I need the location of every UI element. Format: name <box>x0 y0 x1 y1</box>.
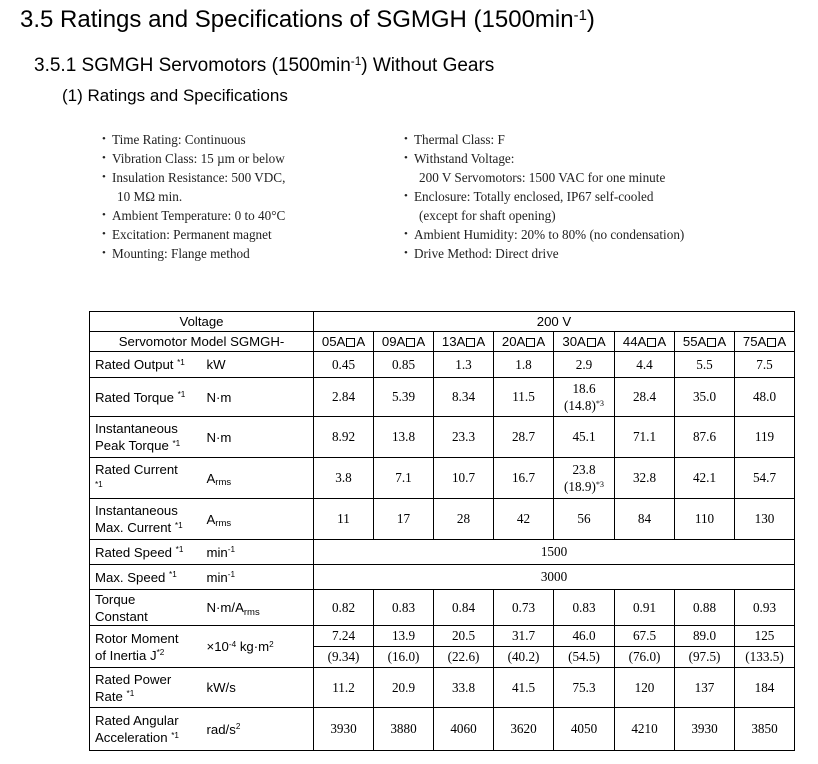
value-cell: 4.4 <box>615 352 675 378</box>
footnote-mark: *3 <box>595 398 605 408</box>
value-cell: 16.7 <box>494 458 554 499</box>
section-heading: 3.5 Ratings and Specifications of SGMGH $(1500\min^{-1})$ <box>20 6 595 33</box>
value-cell <box>554 458 615 499</box>
value-cell <box>554 378 615 417</box>
model-header <box>434 332 494 352</box>
value-cell: 0.84 <box>434 590 494 626</box>
footnote-mark: *1 <box>126 689 135 699</box>
value-cell <box>615 626 675 668</box>
model-header <box>374 332 434 352</box>
row-label <box>90 378 202 417</box>
value-cell: 3930 <box>314 708 374 751</box>
model-header <box>675 332 735 352</box>
box-icon <box>767 338 776 347</box>
value-cell: 0.88 <box>675 590 735 626</box>
value-standard: 7.24 <box>314 626 373 647</box>
voltage-row <box>90 312 795 332</box>
spec-item: • Enclosure: Totally enclosed, IP67 self-cooled <box>404 187 684 206</box>
value-cell <box>554 626 615 668</box>
row-label-line1: Torque <box>95 591 136 607</box>
value-cell: 28 <box>434 499 494 540</box>
row-label-line1: Rated Power <box>95 671 172 687</box>
value-with-brake: (16.0) <box>387 649 420 664</box>
box-icon <box>707 338 716 347</box>
row-label <box>90 499 202 540</box>
value-cell: 11.5 <box>494 378 554 417</box>
value-cell: 130 <box>735 499 795 540</box>
value-bottom: (18.9) <box>563 479 596 494</box>
value-cell: 1.3 <box>434 352 494 378</box>
value-cell: 5.5 <box>675 352 735 378</box>
row-label-text: Rated Torque <box>95 389 178 405</box>
unit-text: A <box>206 470 216 486</box>
unit-exponent: -4 <box>228 639 237 649</box>
value-bottom-line <box>554 478 614 495</box>
value-cell: 42.1 <box>675 458 735 499</box>
value-cell: 1.8 <box>494 352 554 378</box>
unit-subscript: rms <box>215 518 232 530</box>
footnote-mark: *2 <box>156 648 165 658</box>
value-cell <box>434 626 494 668</box>
value-cell: 2.9 <box>554 352 615 378</box>
footnote-mark: *1 <box>171 730 179 740</box>
footnote-mark: *1 <box>177 357 185 367</box>
unit-text: N·m <box>206 429 232 445</box>
row-label-line1: Rated Current <box>95 462 178 477</box>
value-standard: 31.7 <box>494 626 553 647</box>
value-standard: 46.0 <box>554 626 614 647</box>
row-label-line2 <box>95 437 202 454</box>
row-label-text: Rated Speed <box>95 544 176 560</box>
value-cell <box>374 626 434 668</box>
value-bottom-line <box>554 397 614 414</box>
row-label <box>90 540 202 565</box>
model-header <box>314 332 374 352</box>
box-icon <box>346 338 355 347</box>
value-cell: 45.1 <box>554 417 615 458</box>
row-unit <box>202 626 314 668</box>
value-cell: 20.9 <box>374 668 434 708</box>
spec-item: 200 V Servomotors: 1500 VAC for one minute <box>419 170 666 185</box>
model-prefix: 75A <box>742 334 767 349</box>
model-prefix: 13A <box>441 334 466 349</box>
unit-exponent: 2 <box>269 639 274 649</box>
unit-text: min <box>206 544 228 560</box>
row-label <box>90 417 202 458</box>
value-cell: 71.1 <box>615 417 675 458</box>
model-suffix: A <box>476 334 486 349</box>
value-cell: 4050 <box>554 708 615 751</box>
row-label-text: Max. Current <box>95 520 175 535</box>
model-suffix: A <box>717 334 727 349</box>
row-unit <box>202 668 314 708</box>
value-cell: 8.92 <box>314 417 374 458</box>
unit-text: min <box>206 569 228 585</box>
value-cell: 11 <box>314 499 374 540</box>
spec-item: • Ambient Humidity: 20% to 80% (no condensation) <box>404 225 684 244</box>
value-cell <box>494 626 554 668</box>
spec-item: • Drive Method: Direct drive <box>404 244 684 263</box>
row-unit <box>202 378 314 417</box>
value-with-brake: (76.0) <box>628 649 661 664</box>
value-cell: 35.0 <box>675 378 735 417</box>
model-suffix: A <box>356 334 366 349</box>
value-cell: 184 <box>735 668 795 708</box>
unit-subscript: rms <box>215 477 232 489</box>
row-label-line1: Rated Angular <box>95 713 179 728</box>
value-cell <box>314 626 374 668</box>
voltage-value: 200 V <box>314 312 795 332</box>
row-label-text: of Inertia J <box>95 647 157 663</box>
row-label-line2 <box>95 608 202 625</box>
subsection-heading: 3.5.1 SGMGH Servomotors $(1500\min^{-1})$ Without Gears <box>34 55 495 76</box>
spec-item: (except for shaft opening) <box>419 208 556 223</box>
row-label-text: Max. Speed <box>95 569 170 585</box>
table-row <box>90 352 795 378</box>
row-unit <box>202 540 314 565</box>
value-standard: 13.9 <box>374 626 433 647</box>
model-suffix: A <box>596 334 606 349</box>
value-cell: 17 <box>374 499 434 540</box>
value-cell: 54.7 <box>735 458 795 499</box>
row-label <box>90 708 202 751</box>
value-cell: 4210 <box>615 708 675 751</box>
spec-item: • Withstand Voltage: <box>404 149 684 168</box>
model-header <box>735 332 795 352</box>
voltage-label: Voltage <box>90 312 314 332</box>
value-cell: 0.82 <box>314 590 374 626</box>
value-cell: 28.7 <box>494 417 554 458</box>
spec-item: • Vibration Class: 15 µm or below <box>102 149 285 168</box>
unit-text: ×10 <box>206 639 229 654</box>
spec-item: • Insulation Resistance: 500 VDC, <box>102 168 285 187</box>
value-standard: 67.5 <box>615 626 674 647</box>
footnote-mark: *1 <box>172 438 181 448</box>
unit-text: kg·m <box>236 639 270 654</box>
value-cell: 41.5 <box>494 668 554 708</box>
value-cell: 0.73 <box>494 590 554 626</box>
value-cell: 119 <box>735 417 795 458</box>
model-prefix: 44A <box>622 334 647 349</box>
unit-exponent: -1 <box>227 545 236 555</box>
table-row <box>90 499 795 540</box>
row-label-line2 <box>95 647 202 664</box>
row-label-text: Rated Output <box>95 357 178 372</box>
footnote-mark: *1 <box>177 390 186 400</box>
value-cell: 5.39 <box>374 378 434 417</box>
box-icon <box>647 338 656 347</box>
value-with-brake: (40.2) <box>507 649 540 664</box>
row-unit <box>202 565 314 590</box>
table-row <box>90 540 795 565</box>
row-label-text: Peak Torque <box>95 438 173 453</box>
value-cell: 10.7 <box>434 458 494 499</box>
row-label-text: Acceleration <box>95 730 172 745</box>
value-cell: 0.91 <box>615 590 675 626</box>
value-cell: 28.4 <box>615 378 675 417</box>
model-header <box>554 332 615 352</box>
value-standard: 20.5 <box>434 626 493 647</box>
row-label <box>90 352 202 378</box>
value-cell: 0.93 <box>735 590 795 626</box>
row-label-line2 <box>95 478 202 495</box>
value-cell: 3000 <box>314 565 795 590</box>
value-cell: 23.3 <box>434 417 494 458</box>
box-icon <box>587 338 596 347</box>
value-cell: 3.8 <box>314 458 374 499</box>
footnote-mark: *1 <box>169 570 177 580</box>
footnote-mark: *1 <box>95 479 103 489</box>
unit-exponent: 2 <box>235 722 241 732</box>
row-label <box>90 668 202 708</box>
row-label-line1: Instantaneous <box>95 421 178 436</box>
spec-item: • Mounting: Flange method <box>102 244 285 263</box>
spec-item: • Ambient Temperature: 0 to 40°C <box>102 206 285 225</box>
value-cell: 32.8 <box>615 458 675 499</box>
value-cell <box>675 626 735 668</box>
value-with-brake: (9.34) <box>327 649 360 664</box>
box-icon <box>526 338 535 347</box>
model-label: Servomotor Model SGMGH- <box>90 332 314 352</box>
table-row <box>90 626 795 668</box>
model-suffix: A <box>416 334 426 349</box>
value-cell: 75.3 <box>554 668 615 708</box>
model-suffix: A <box>657 334 667 349</box>
value-cell: 33.8 <box>434 668 494 708</box>
row-label <box>90 626 202 668</box>
value-cell: 8.34 <box>434 378 494 417</box>
model-prefix: 20A <box>501 334 526 349</box>
row-label-line2 <box>95 519 202 536</box>
value-cell: 0.83 <box>554 590 615 626</box>
value-cell: 110 <box>675 499 735 540</box>
row-unit <box>202 458 314 499</box>
value-with-brake: (133.5) <box>745 649 784 664</box>
unit-text: rad/s <box>206 721 236 737</box>
table-row <box>90 458 795 499</box>
unit-text: A <box>206 511 216 527</box>
value-cell: 87.6 <box>675 417 735 458</box>
model-suffix: A <box>777 334 787 349</box>
value-cell: 0.85 <box>374 352 434 378</box>
value-with-brake: (54.5) <box>568 649 600 664</box>
model-suffix: A <box>536 334 546 349</box>
spec-list-left <box>102 130 285 263</box>
value-bottom: (14.8) <box>563 398 596 413</box>
value-cell: 2.84 <box>314 378 374 417</box>
unit-text: kW <box>206 357 226 372</box>
row-label <box>90 565 202 590</box>
table-row <box>90 378 795 417</box>
value-cell: 7.5 <box>735 352 795 378</box>
row-unit <box>202 590 314 626</box>
value-cell: 84 <box>615 499 675 540</box>
model-prefix: 05A <box>321 334 346 349</box>
row-label <box>90 590 202 626</box>
ratings-table <box>89 311 795 751</box>
unit-exponent: -1 <box>227 570 236 580</box>
model-prefix: 55A <box>682 334 707 349</box>
table-row <box>90 565 795 590</box>
box-icon <box>466 338 475 347</box>
value-standard: 125 <box>735 626 794 647</box>
value-cell: 3620 <box>494 708 554 751</box>
footnote-mark: *1 <box>175 545 184 555</box>
value-cell: 137 <box>675 668 735 708</box>
row-label-line2 <box>95 688 202 705</box>
unit-text: N·m <box>206 389 232 405</box>
value-cell <box>735 626 795 668</box>
row-label-text: Constant <box>95 608 148 624</box>
row-label <box>90 458 202 499</box>
model-prefix: 30A <box>562 334 586 349</box>
model-header <box>615 332 675 352</box>
row-unit <box>202 499 314 540</box>
model-prefix: 09A <box>381 334 406 349</box>
row-unit <box>202 708 314 751</box>
value-cell: 1500 <box>314 540 795 565</box>
spec-list-right <box>404 130 684 263</box>
value-cell: 3850 <box>735 708 795 751</box>
model-header <box>494 332 554 352</box>
footnote-mark: *1 <box>174 520 183 530</box>
sub-subsection-heading: (1) Ratings and Specifications <box>62 86 288 105</box>
value-cell: 120 <box>615 668 675 708</box>
value-cell: 0.45 <box>314 352 374 378</box>
row-label-line1: Instantaneous <box>95 503 178 518</box>
spec-item: • Thermal Class: F <box>404 130 684 149</box>
row-label-line2 <box>95 729 202 746</box>
box-icon <box>406 338 415 347</box>
unit-text: kW/s <box>206 680 236 695</box>
unit-text: N·m/A <box>206 600 244 615</box>
value-cell: 13.8 <box>374 417 434 458</box>
footnote-mark: *3 <box>595 479 605 489</box>
spec-item: • Excitation: Permanent magnet <box>102 225 285 244</box>
table-row <box>90 417 795 458</box>
value-cell: 4060 <box>434 708 494 751</box>
row-unit <box>202 352 314 378</box>
row-label-text: Rate <box>95 688 127 704</box>
value-standard: 89.0 <box>675 626 734 647</box>
value-cell: 7.1 <box>374 458 434 499</box>
model-row <box>90 332 795 352</box>
row-label-line1: Rotor Moment <box>95 630 179 646</box>
spec-item: 10 MΩ min. <box>117 189 183 204</box>
value-cell: 3930 <box>675 708 735 751</box>
value-top: 18.6 <box>572 381 596 396</box>
value-with-brake: (22.6) <box>447 649 480 664</box>
value-cell: 11.2 <box>314 668 374 708</box>
row-unit <box>202 417 314 458</box>
value-with-brake: (97.5) <box>688 649 721 664</box>
value-top: 23.8 <box>572 462 596 477</box>
spec-item: • Time Rating: Continuous <box>102 130 285 149</box>
table-row <box>90 668 795 708</box>
unit-subscript: rms <box>243 606 260 618</box>
value-cell: 3880 <box>374 708 434 751</box>
value-cell: 42 <box>494 499 554 540</box>
table-row <box>90 708 795 751</box>
value-cell: 56 <box>554 499 615 540</box>
table-row <box>90 590 795 626</box>
value-cell: 48.0 <box>735 378 795 417</box>
value-cell: 0.83 <box>374 590 434 626</box>
